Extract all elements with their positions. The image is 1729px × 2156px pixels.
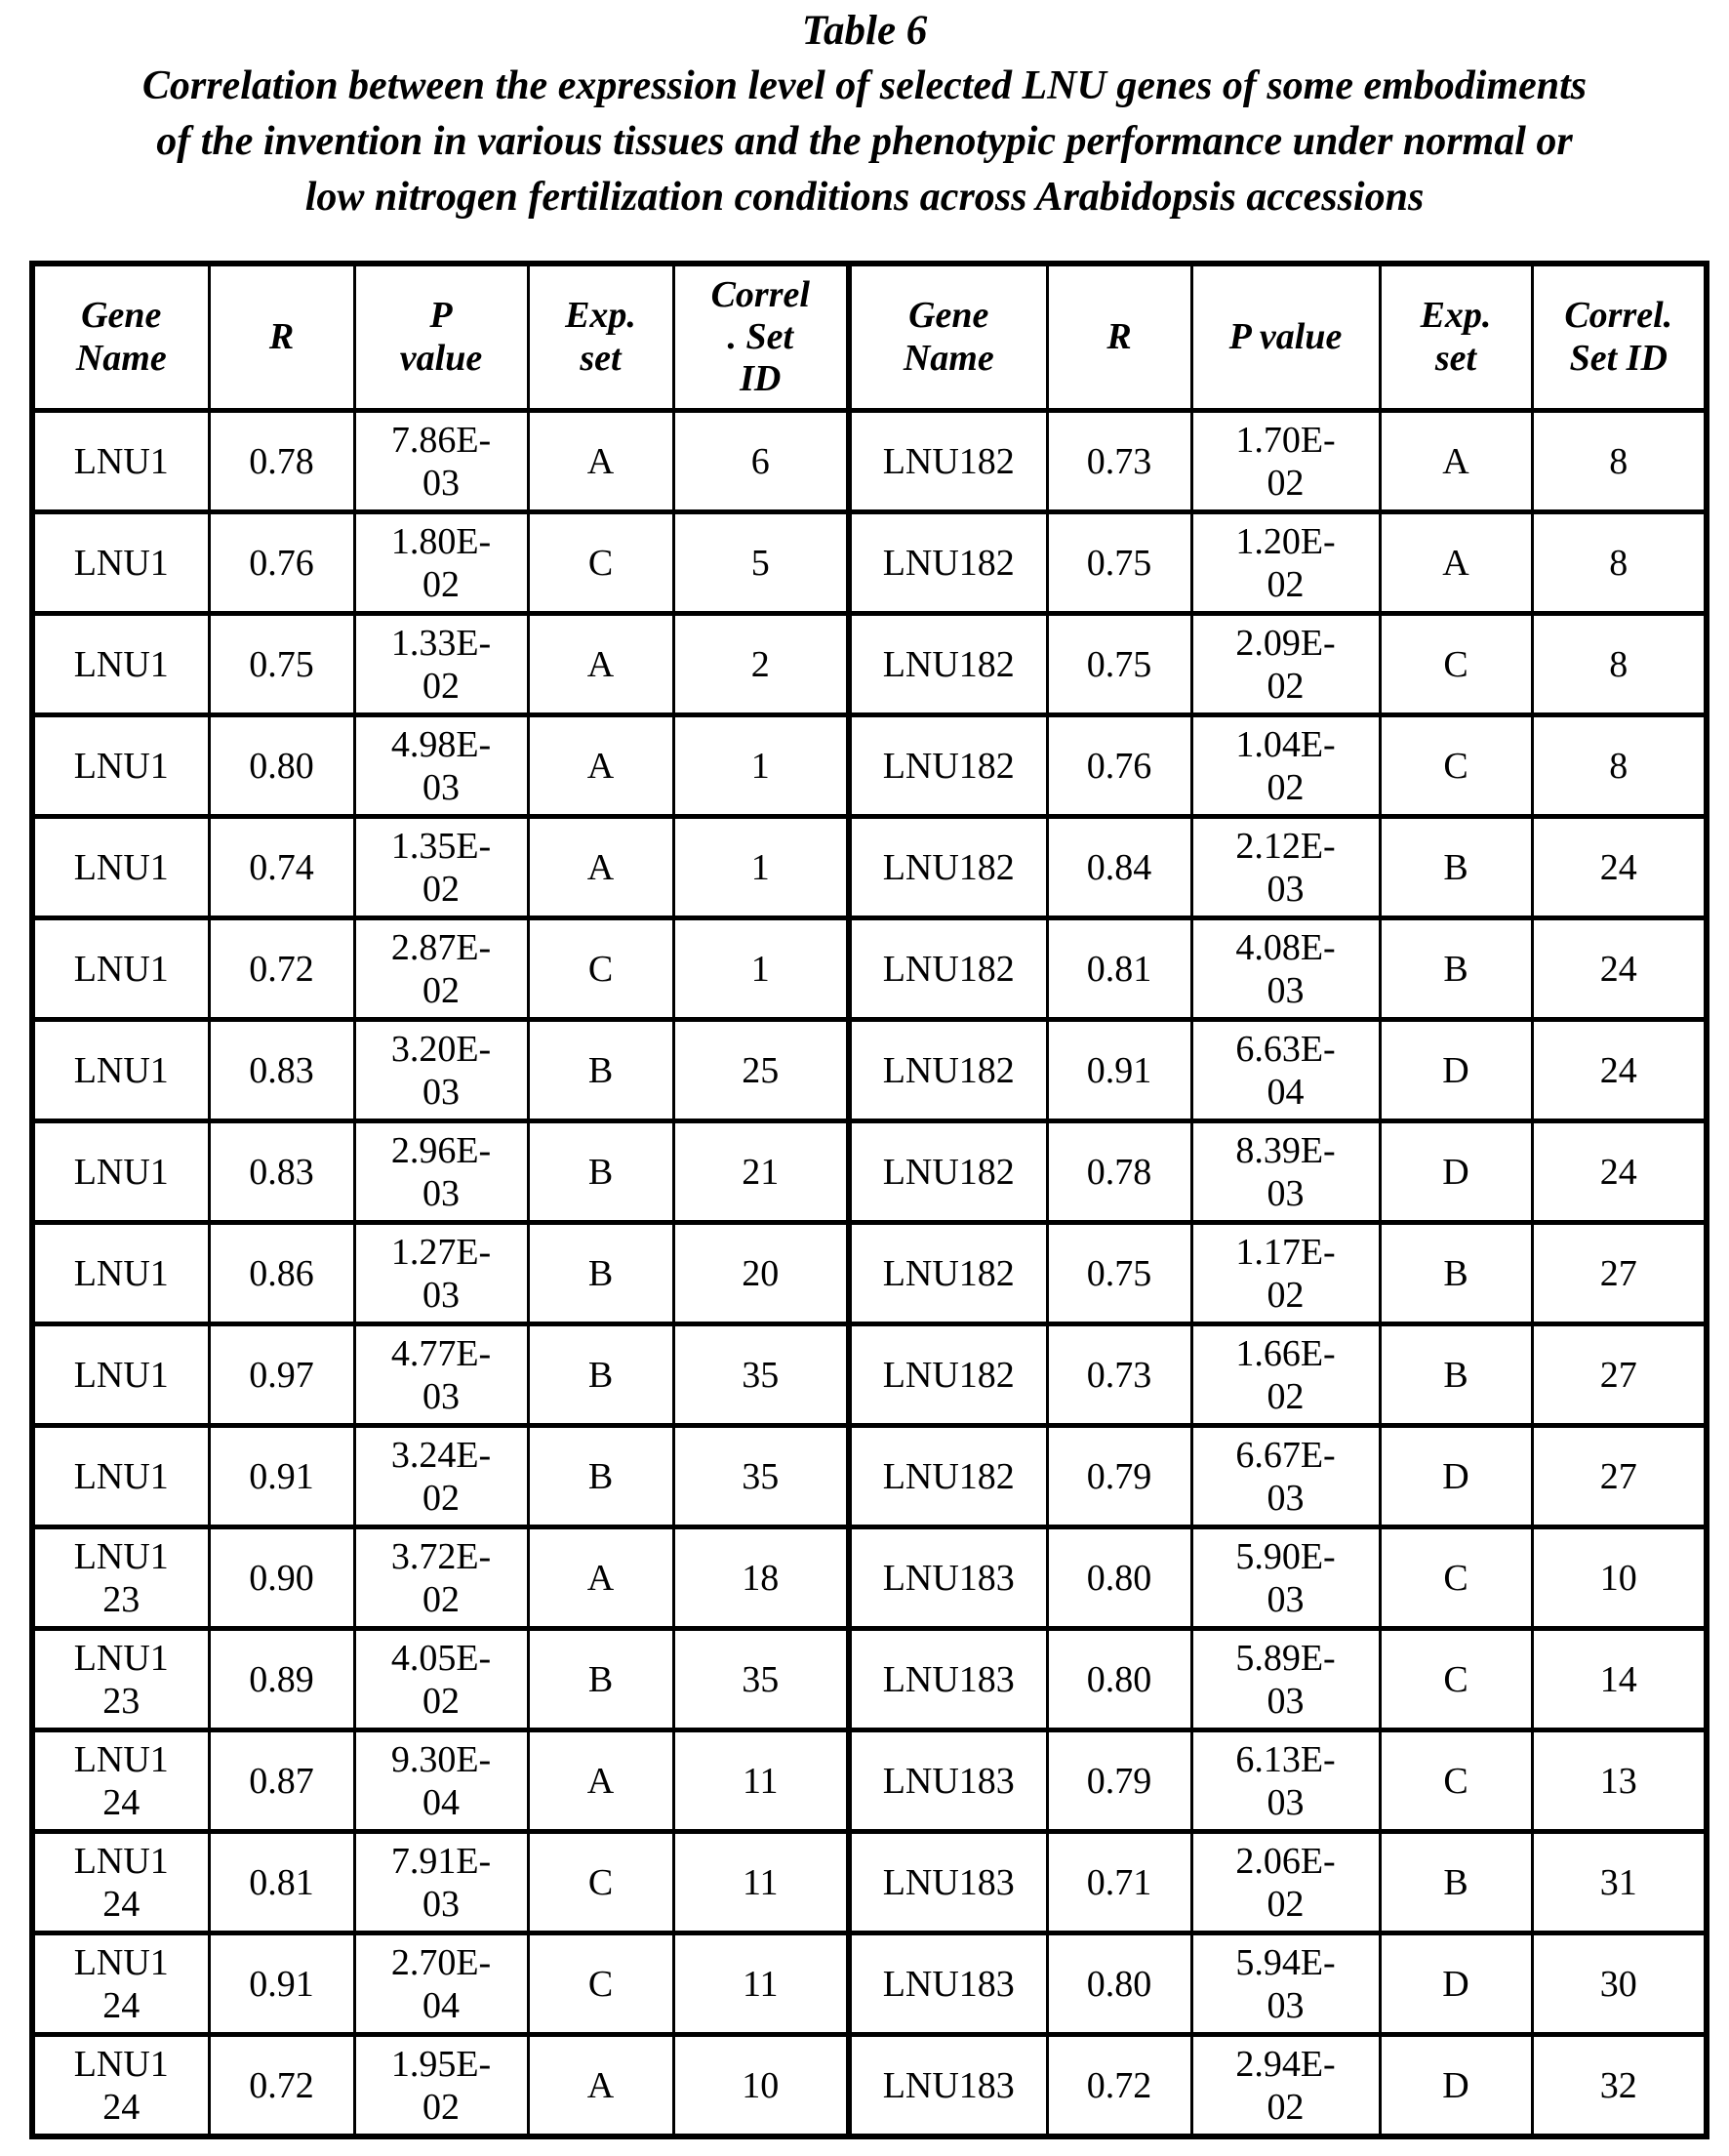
table-cell: 0.90 xyxy=(209,1527,354,1629)
table-cell: 0.71 xyxy=(1047,1832,1191,1933)
table-cell: A xyxy=(528,411,673,512)
table-row xyxy=(32,1933,1707,2035)
column-header: Exp. set xyxy=(528,264,673,411)
table-cell: 2.70E- 04 xyxy=(354,1933,528,2035)
table-row xyxy=(32,1832,1707,1933)
table-cell: 0.80 xyxy=(209,715,354,817)
table-cell: LNU183 xyxy=(849,1527,1047,1629)
table-cell: 6.67E- 03 xyxy=(1191,1426,1380,1527)
table-cell: A xyxy=(528,2035,673,2137)
table-cell: C xyxy=(528,918,673,1020)
table-cell: LNU1 24 xyxy=(32,1832,209,1933)
table-cell: 0.83 xyxy=(209,1020,354,1121)
column-header: Correl . Set ID xyxy=(673,264,849,411)
table-body xyxy=(32,411,1707,2137)
table-cell: LNU1 xyxy=(32,1121,209,1223)
subtitle-line-3: low nitrogen fertilization conditions across Arabidopsis accessions xyxy=(304,175,1425,221)
table-cell: LNU182 xyxy=(849,715,1047,817)
table-cell: 8 xyxy=(1532,411,1707,512)
table-cell: D xyxy=(1380,1426,1532,1527)
table-cell: 2.87E- 02 xyxy=(354,918,528,1020)
table-cell: LNU183 xyxy=(849,1832,1047,1933)
table-cell: 25 xyxy=(673,1020,849,1121)
table-cell: 1.80E- 02 xyxy=(354,512,528,614)
table-cell: A xyxy=(528,817,673,918)
table-cell: 5.90E- 03 xyxy=(1191,1527,1380,1629)
table-cell: LNU182 xyxy=(849,918,1047,1020)
table-cell: 0.78 xyxy=(209,411,354,512)
table-cell: 7.91E- 03 xyxy=(354,1832,528,1933)
table-cell: B xyxy=(528,1629,673,1730)
table-cell: 2 xyxy=(673,614,849,715)
table-cell: LNU1 xyxy=(32,918,209,1020)
column-header: Exp. set xyxy=(1380,264,1532,411)
table-head xyxy=(32,264,1707,411)
table-cell: 5.89E- 03 xyxy=(1191,1629,1380,1730)
table-cell: 0.97 xyxy=(209,1324,354,1426)
table-cell: A xyxy=(528,614,673,715)
table-cell: LNU1 24 xyxy=(32,1933,209,2035)
table-cell: 0.76 xyxy=(209,512,354,614)
table-cell: 3.20E- 03 xyxy=(354,1020,528,1121)
table-cell: LNU182 xyxy=(849,817,1047,918)
table-cell: B xyxy=(1380,1223,1532,1324)
table-row xyxy=(32,1324,1707,1426)
table-cell: 0.80 xyxy=(1047,1629,1191,1730)
table-cell: LNU1 xyxy=(32,1223,209,1324)
title-block xyxy=(0,0,1729,225)
table-cell: LNU182 xyxy=(849,1426,1047,1527)
table-cell: B xyxy=(528,1121,673,1223)
table-cell: 0.80 xyxy=(1047,1527,1191,1629)
column-header: P value xyxy=(354,264,528,411)
table-cell: 24 xyxy=(1532,1020,1707,1121)
table-cell: 11 xyxy=(673,1832,849,1933)
column-header: R xyxy=(209,264,354,411)
table-cell: 32 xyxy=(1532,2035,1707,2137)
table-cell: 1 xyxy=(673,817,849,918)
table-cell: 5.94E- 03 xyxy=(1191,1933,1380,2035)
table-cell: C xyxy=(528,512,673,614)
table-cell: B xyxy=(528,1020,673,1121)
table-cell: 0.80 xyxy=(1047,1933,1191,2035)
table-cell: LNU1 xyxy=(32,614,209,715)
table-cell: 2.09E- 02 xyxy=(1191,614,1380,715)
table-cell: B xyxy=(1380,1832,1532,1933)
table-cell: LNU182 xyxy=(849,1223,1047,1324)
table-cell: 30 xyxy=(1532,1933,1707,2035)
table-cell: 0.72 xyxy=(209,2035,354,2137)
table-row xyxy=(32,817,1707,918)
table-cell: 1.35E- 02 xyxy=(354,817,528,918)
table-cell: C xyxy=(1380,715,1532,817)
table-cell: 1.17E- 02 xyxy=(1191,1223,1380,1324)
table-cell: C xyxy=(1380,614,1532,715)
table-cell: LNU1 xyxy=(32,817,209,918)
table-cell: LNU182 xyxy=(849,614,1047,715)
table-cell: LNU182 xyxy=(849,1324,1047,1426)
table-cell: B xyxy=(1380,918,1532,1020)
table-cell: 8.39E- 03 xyxy=(1191,1121,1380,1223)
table-cell: 7.86E- 03 xyxy=(354,411,528,512)
table-cell: 3.24E- 02 xyxy=(354,1426,528,1527)
table-cell: 0.86 xyxy=(209,1223,354,1324)
table-cell: 20 xyxy=(673,1223,849,1324)
table-cell: 1.33E- 02 xyxy=(354,614,528,715)
table-cell: 0.72 xyxy=(1047,2035,1191,2137)
table-cell: D xyxy=(1380,2035,1532,2137)
table-cell: 0.81 xyxy=(1047,918,1191,1020)
table-cell: LNU1 23 xyxy=(32,1527,209,1629)
table-cell: 0.75 xyxy=(1047,614,1191,715)
table-cell: 5 xyxy=(673,512,849,614)
table-cell: 27 xyxy=(1532,1223,1707,1324)
table-cell: 1.20E- 02 xyxy=(1191,512,1380,614)
table-cell: 27 xyxy=(1532,1426,1707,1527)
table-cell: 0.83 xyxy=(209,1121,354,1223)
table-cell: 1.27E- 03 xyxy=(354,1223,528,1324)
table-cell: 0.91 xyxy=(209,1933,354,2035)
table-cell: 10 xyxy=(1532,1527,1707,1629)
table-cell: LNU183 xyxy=(849,1730,1047,1832)
table-cell: 0.74 xyxy=(209,817,354,918)
table-cell: LNU1 xyxy=(32,1426,209,1527)
table-cell: B xyxy=(528,1324,673,1426)
table-cell: 8 xyxy=(1532,715,1707,817)
table-cell: LNU182 xyxy=(849,512,1047,614)
table-cell: 2.96E- 03 xyxy=(354,1121,528,1223)
table-cell: 0.79 xyxy=(1047,1426,1191,1527)
table-cell: 1.04E- 02 xyxy=(1191,715,1380,817)
table-cell: 9.30E- 04 xyxy=(354,1730,528,1832)
table-cell: A xyxy=(1380,411,1532,512)
table-cell: 1 xyxy=(673,918,849,1020)
table-cell: LNU1 xyxy=(32,715,209,817)
table-cell: 0.91 xyxy=(1047,1020,1191,1121)
table-cell: 4.05E- 02 xyxy=(354,1629,528,1730)
table-cell: 18 xyxy=(673,1527,849,1629)
table-cell: 14 xyxy=(1532,1629,1707,1730)
table-cell: 2.06E- 02 xyxy=(1191,1832,1380,1933)
table-cell: 13 xyxy=(1532,1730,1707,1832)
table-cell: 27 xyxy=(1532,1324,1707,1426)
table-cell: A xyxy=(528,1730,673,1832)
table-row xyxy=(32,1527,1707,1629)
table-cell: LNU182 xyxy=(849,1020,1047,1121)
column-header: Gene Name xyxy=(849,264,1047,411)
table-cell: 2.94E- 02 xyxy=(1191,2035,1380,2137)
table-cell: 2.12E- 03 xyxy=(1191,817,1380,918)
correlation-table xyxy=(29,261,1709,2139)
table-row xyxy=(32,1426,1707,1527)
table-cell: D xyxy=(1380,1121,1532,1223)
table-cell: 21 xyxy=(673,1121,849,1223)
table-cell: B xyxy=(1380,817,1532,918)
table-row xyxy=(32,1223,1707,1324)
table-cell: C xyxy=(528,1832,673,1933)
table-cell: 35 xyxy=(673,1426,849,1527)
table-row xyxy=(32,1730,1707,1832)
table-cell: D xyxy=(1380,1933,1532,2035)
header-row xyxy=(32,264,1707,411)
table-cell: B xyxy=(528,1223,673,1324)
table-cell: LNU182 xyxy=(849,1121,1047,1223)
table-row xyxy=(32,1121,1707,1223)
column-header: Correl. Set ID xyxy=(1532,264,1707,411)
table-cell: 0.73 xyxy=(1047,411,1191,512)
table-cell: 4.08E- 03 xyxy=(1191,918,1380,1020)
table-row xyxy=(32,715,1707,817)
table-cell: LNU183 xyxy=(849,2035,1047,2137)
table-cell: 0.89 xyxy=(209,1629,354,1730)
table-cell: 3.72E- 02 xyxy=(354,1527,528,1629)
table-cell: 0.78 xyxy=(1047,1121,1191,1223)
table-cell: 0.72 xyxy=(209,918,354,1020)
table-cell: 0.75 xyxy=(1047,1223,1191,1324)
table-cell: 0.75 xyxy=(209,614,354,715)
table-cell: LNU183 xyxy=(849,1629,1047,1730)
table-row xyxy=(32,918,1707,1020)
table-cell: LNU1 xyxy=(32,411,209,512)
table-title: Table 6 xyxy=(801,8,928,54)
table-cell: 24 xyxy=(1532,918,1707,1020)
table-row xyxy=(32,512,1707,614)
table-cell: 6.13E- 03 xyxy=(1191,1730,1380,1832)
table-row xyxy=(32,1629,1707,1730)
table-cell: 4.77E- 03 xyxy=(354,1324,528,1426)
table-cell: A xyxy=(528,1527,673,1629)
table-cell: C xyxy=(1380,1629,1532,1730)
table-cell: 0.84 xyxy=(1047,817,1191,918)
subtitle-line-1: Correlation between the expression level of selected LNU genes of some embodiments xyxy=(141,62,1588,108)
table-cell: C xyxy=(1380,1730,1532,1832)
table-cell: 6 xyxy=(673,411,849,512)
table-cell: A xyxy=(1380,512,1532,614)
table-cell: 24 xyxy=(1532,817,1707,918)
table-cell: LNU182 xyxy=(849,411,1047,512)
table-cell: A xyxy=(528,715,673,817)
table-cell: B xyxy=(528,1426,673,1527)
table-cell: 10 xyxy=(673,2035,849,2137)
table-cell: 11 xyxy=(673,1933,849,2035)
table-cell: 8 xyxy=(1532,512,1707,614)
table-cell: 1.66E- 02 xyxy=(1191,1324,1380,1426)
table-subtitle xyxy=(0,59,1729,225)
table-cell: 0.75 xyxy=(1047,512,1191,614)
table-cell: 11 xyxy=(673,1730,849,1832)
table-cell: 6.63E- 04 xyxy=(1191,1020,1380,1121)
table-cell: 4.98E- 03 xyxy=(354,715,528,817)
table-cell: 24 xyxy=(1532,1121,1707,1223)
table-cell: LNU1 24 xyxy=(32,1730,209,1832)
table-cell: D xyxy=(1380,1020,1532,1121)
table-cell: 0.79 xyxy=(1047,1730,1191,1832)
table-cell: B xyxy=(1380,1324,1532,1426)
table-cell: 8 xyxy=(1532,614,1707,715)
table-cell: 0.73 xyxy=(1047,1324,1191,1426)
table-cell: 31 xyxy=(1532,1832,1707,1933)
table-cell: 0.91 xyxy=(209,1426,354,1527)
table-cell: 35 xyxy=(673,1324,849,1426)
column-header: P value xyxy=(1191,264,1380,411)
table-cell: C xyxy=(1380,1527,1532,1629)
table-cell: C xyxy=(528,1933,673,2035)
table-cell: LNU183 xyxy=(849,1933,1047,2035)
table-cell: LNU1 24 xyxy=(32,2035,209,2137)
table-row xyxy=(32,411,1707,512)
table-cell: 0.87 xyxy=(209,1730,354,1832)
table-cell: LNU1 xyxy=(32,1020,209,1121)
table-cell: 1.70E- 02 xyxy=(1191,411,1380,512)
table-cell: 1 xyxy=(673,715,849,817)
column-header: R xyxy=(1047,264,1191,411)
table-row xyxy=(32,614,1707,715)
column-header: Gene Name xyxy=(32,264,209,411)
table-cell: LNU1 xyxy=(32,512,209,614)
table-row xyxy=(32,1020,1707,1121)
table-cell: 35 xyxy=(673,1629,849,1730)
table-cell: 0.81 xyxy=(209,1832,354,1933)
table-cell: LNU1 xyxy=(32,1324,209,1426)
table-cell: LNU1 23 xyxy=(32,1629,209,1730)
table-row xyxy=(32,2035,1707,2137)
subtitle-line-2: of the invention in various tissues and the phenotypic performance under normal or xyxy=(156,119,1573,164)
table-cell: 1.95E- 02 xyxy=(354,2035,528,2137)
table-cell: 0.76 xyxy=(1047,715,1191,817)
